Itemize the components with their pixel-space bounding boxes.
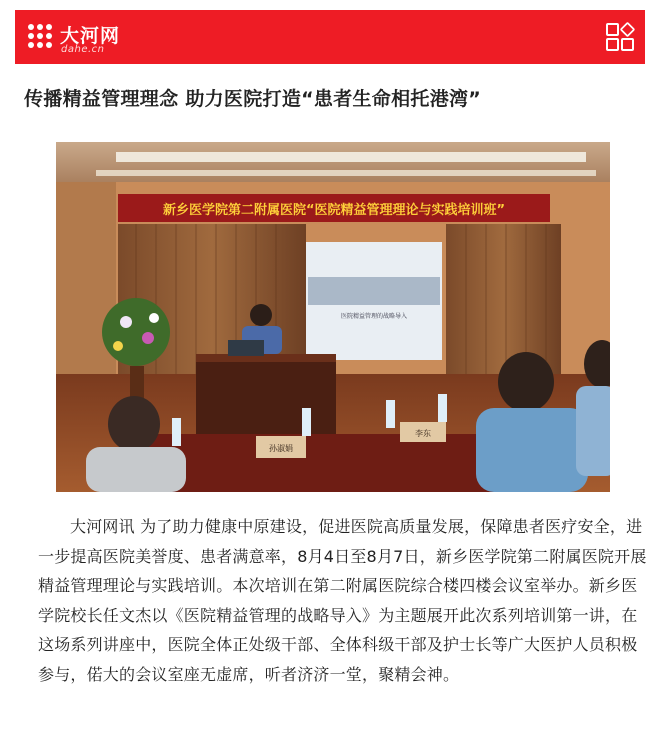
site-logo[interactable] [28,22,138,56]
dahe-logo-icon [28,24,54,50]
article-body: 大河网讯 为了助力健康中原建设，促进医院高质量发展，保障患者医疗安全，进一步提高医院美誉度、患者满意率，8月4日至8月7日，新乡医学院第二附属医院开展精益管理理论与实践培训。本次培训在第二附属医院综合楼四楼会议室举办。新乡医学院校长任文杰以《医院精益管理的战略导入》为主题展开此次系列培训第一讲，在这场系列讲座中，医院全体正处级干部、全体科级干部及护士长等广大医护人员积极参与，偌大的会议室座无虚席，听者济济一堂，聚精会神。 [38,517,647,684]
photo-banner-text: 新乡医学院第二附属医院“医院精益管理理论与实践培训班” [162,203,506,218]
photo-slide-title: 医院精益管理的战略导入 [340,313,408,320]
photo-nameplate-left: 孙淑娟 [269,444,293,453]
photo-nameplate-right: 李东 [415,429,431,438]
article-photo [56,142,610,492]
apps-grid-icon[interactable] [606,23,634,51]
brand-domain: dahe.cn [61,44,105,55]
article-title: 传播精益管理理念 助力医院打造“患者生命相托港湾” [24,88,482,110]
top-header-bar [15,10,645,64]
brand-name: 大河网 [60,25,121,47]
